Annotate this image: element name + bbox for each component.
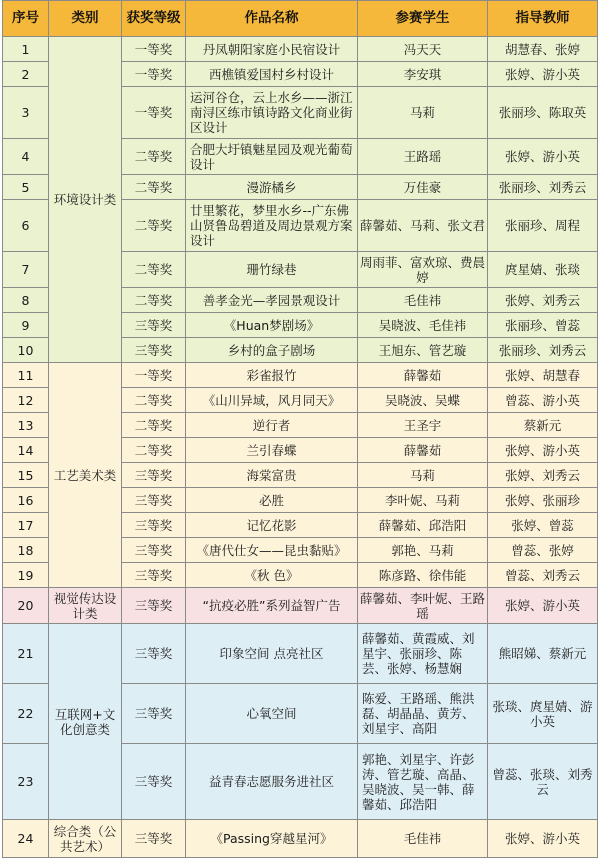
row-students: 周雨菲、富欢琼、费晨婷 <box>358 252 488 288</box>
row-students: 吴晓波、毛佳祎 <box>358 313 488 338</box>
category-cell: 互联网+文化创意类 <box>49 624 122 820</box>
row-award: 三等奖 <box>122 538 186 563</box>
row-work: 乡村的盒子剧场 <box>186 338 358 363</box>
row-teachers: 曾蕊、刘秀云 <box>488 563 598 588</box>
row-students: 薛馨茹 <box>358 363 488 388</box>
category-cell: 环境设计类 <box>49 37 122 363</box>
row-work: 必胜 <box>186 488 358 513</box>
row-teachers: 熊昭娣、蔡新元 <box>488 624 598 684</box>
row-work: 记忆花影 <box>186 513 358 538</box>
header-teachers: 指导教师 <box>488 1 598 37</box>
row-students: 薛馨茹 <box>358 438 488 463</box>
row-students: 万佳豪 <box>358 175 488 200</box>
row-no: 14 <box>3 438 49 463</box>
row-teachers: 张婷、游小英 <box>488 438 598 463</box>
row-no: 13 <box>3 413 49 438</box>
row-award: 三等奖 <box>122 488 186 513</box>
row-award: 三等奖 <box>122 463 186 488</box>
row-teachers: 曾蕊、游小英 <box>488 388 598 413</box>
row-teachers: 张婷、游小英 <box>488 139 598 175</box>
row-award: 一等奖 <box>122 37 186 62</box>
row-students: 李安琪 <box>358 62 488 87</box>
row-teachers: 张丽珍、刘秀云 <box>488 338 598 363</box>
row-teachers: 张婷、刘秀云 <box>488 463 598 488</box>
row-teachers: 张婷、曾蕊 <box>488 513 598 538</box>
row-students: 冯天天 <box>358 37 488 62</box>
row-no: 16 <box>3 488 49 513</box>
category-cell: 工艺美术类 <box>49 363 122 588</box>
row-work: 《Huan梦剧场》 <box>186 313 358 338</box>
award-table <box>2 0 598 858</box>
row-teachers: 张婷、游小英 <box>488 588 598 624</box>
row-teachers: 曾蕊、张婷 <box>488 538 598 563</box>
row-award: 二等奖 <box>122 438 186 463</box>
row-award: 二等奖 <box>122 139 186 175</box>
table-row <box>3 37 598 62</box>
row-teachers: 庹星婧、张琰 <box>488 252 598 288</box>
row-award: 三等奖 <box>122 588 186 624</box>
row-no: 21 <box>3 624 49 684</box>
row-teachers: 张婷、胡慧春 <box>488 363 598 388</box>
row-teachers: 曾蕊、张琰、刘秀云 <box>488 744 598 820</box>
row-students: 薛馨茹、邱浩阳 <box>358 513 488 538</box>
row-award: 三等奖 <box>122 624 186 684</box>
row-no: 3 <box>3 87 49 139</box>
row-work: 漫游橘乡 <box>186 175 358 200</box>
row-no: 20 <box>3 588 49 624</box>
row-award: 三等奖 <box>122 684 186 744</box>
row-teachers: 张婷、张丽珍 <box>488 488 598 513</box>
row-no: 24 <box>3 820 49 858</box>
row-no: 7 <box>3 252 49 288</box>
row-award: 二等奖 <box>122 252 186 288</box>
row-students: 毛佳祎 <box>358 820 488 858</box>
row-students: 吴晓波、吴蝶 <box>358 388 488 413</box>
row-work: 心氧空间 <box>186 684 358 744</box>
row-teachers: 张丽珍、刘秀云 <box>488 175 598 200</box>
row-work: 《Passing穿越星河》 <box>186 820 358 858</box>
row-no: 5 <box>3 175 49 200</box>
row-work: 《秋 色》 <box>186 563 358 588</box>
row-work: 兰引春蝶 <box>186 438 358 463</box>
row-work: 西樵镇爱国村乡村设计 <box>186 62 358 87</box>
row-no: 6 <box>3 200 49 252</box>
row-students: 毛佳祎 <box>358 288 488 313</box>
row-no: 10 <box>3 338 49 363</box>
row-award: 二等奖 <box>122 413 186 438</box>
row-work: 《山川异域，风月同天》 <box>186 388 358 413</box>
row-award: 三等奖 <box>122 820 186 858</box>
row-work: 《唐代仕女——昆虫黏贴》 <box>186 538 358 563</box>
header-category: 类别 <box>49 1 122 37</box>
row-award: 三等奖 <box>122 744 186 820</box>
table-row <box>3 363 598 388</box>
row-work: 运河谷仓，云上水乡——浙江南浔区练市镇诗路文化商业街区设计 <box>186 87 358 139</box>
row-work: 彩雀报竹 <box>186 363 358 388</box>
row-students: 郭艳、马莉 <box>358 538 488 563</box>
row-award: 一等奖 <box>122 62 186 87</box>
row-teachers: 张婷、游小英 <box>488 62 598 87</box>
header-work: 作品名称 <box>186 1 358 37</box>
row-work: 逆行者 <box>186 413 358 438</box>
row-award: 一等奖 <box>122 87 186 139</box>
row-students: 薛馨茹、黄霞威、刘星宇、张丽珍、陈芸、张婷、杨慧娴 <box>358 624 488 684</box>
row-work: 善孝金光—孝园景观设计 <box>186 288 358 313</box>
row-students: 陈爱、王路瑶、熊洪磊、胡晶晶、黄芳、刘星宇、高阳 <box>358 684 488 744</box>
row-no: 2 <box>3 62 49 87</box>
row-no: 18 <box>3 538 49 563</box>
row-students: 李叶妮、马莉 <box>358 488 488 513</box>
header-row <box>3 1 598 37</box>
row-teachers: 张婷、刘秀云 <box>488 288 598 313</box>
row-teachers: 胡慧春、张婷 <box>488 37 598 62</box>
row-no: 15 <box>3 463 49 488</box>
row-students: 王圣宇 <box>358 413 488 438</box>
row-no: 8 <box>3 288 49 313</box>
row-teachers: 蔡新元 <box>488 413 598 438</box>
row-students: 薛馨茹、马莉、张文君 <box>358 200 488 252</box>
row-students: 陈彦路、徐伟能 <box>358 563 488 588</box>
row-work: 益青春志愿服务进社区 <box>186 744 358 820</box>
row-no: 17 <box>3 513 49 538</box>
row-award: 三等奖 <box>122 313 186 338</box>
row-teachers: 张婷、游小英 <box>488 820 598 858</box>
header-no: 序号 <box>3 1 49 37</box>
row-students: 马莉 <box>358 87 488 139</box>
row-no: 23 <box>3 744 49 820</box>
row-no: 9 <box>3 313 49 338</box>
row-no: 1 <box>3 37 49 62</box>
row-award: 二等奖 <box>122 388 186 413</box>
row-students: 郭艳、刘星宇、许彭涛、管艺璇、高晶、吴晓波、吴一韩、薛馨茹、邱浩阳 <box>358 744 488 820</box>
row-no: 19 <box>3 563 49 588</box>
row-work: “抗疫必胜”系列益智广告 <box>186 588 358 624</box>
header-award: 获奖等级 <box>122 1 186 37</box>
row-work: 印象空间 点亮社区 <box>186 624 358 684</box>
row-work: 丹凤朝阳家庭小民宿设计 <box>186 37 358 62</box>
row-award: 三等奖 <box>122 338 186 363</box>
table-row <box>3 624 598 684</box>
row-teachers: 张琰、庹星婧、游小英 <box>488 684 598 744</box>
row-work: 合肥大圩镇魅星园及观光葡萄设计 <box>186 139 358 175</box>
category-cell: 视觉传达设计类 <box>49 588 122 624</box>
award-table-container <box>2 0 597 854</box>
row-work: 珊竹绿巷 <box>186 252 358 288</box>
row-no: 22 <box>3 684 49 744</box>
header-students: 参赛学生 <box>358 1 488 37</box>
row-no: 12 <box>3 388 49 413</box>
row-work: 海棠富贵 <box>186 463 358 488</box>
table-row <box>3 820 598 858</box>
row-award: 二等奖 <box>122 175 186 200</box>
row-award: 三等奖 <box>122 513 186 538</box>
row-no: 4 <box>3 139 49 175</box>
row-work: 廿里繁花，梦里水乡--广东佛山贤鲁岛碧道及周边景观方案设计 <box>186 200 358 252</box>
row-no: 11 <box>3 363 49 388</box>
row-students: 王路瑶 <box>358 139 488 175</box>
row-award: 二等奖 <box>122 288 186 313</box>
row-award: 二等奖 <box>122 200 186 252</box>
row-teachers: 张丽珍、周程 <box>488 200 598 252</box>
row-students: 王旭东、管艺璇 <box>358 338 488 363</box>
row-award: 三等奖 <box>122 563 186 588</box>
row-students: 薛馨茹、李叶妮、王路瑶 <box>358 588 488 624</box>
row-students: 马莉 <box>358 463 488 488</box>
row-teachers: 张丽珍、曾蕊 <box>488 313 598 338</box>
row-award: 一等奖 <box>122 363 186 388</box>
category-cell: 综合类（公共艺术） <box>49 820 122 858</box>
table-row <box>3 588 598 624</box>
row-teachers: 张丽珍、陈取英 <box>488 87 598 139</box>
